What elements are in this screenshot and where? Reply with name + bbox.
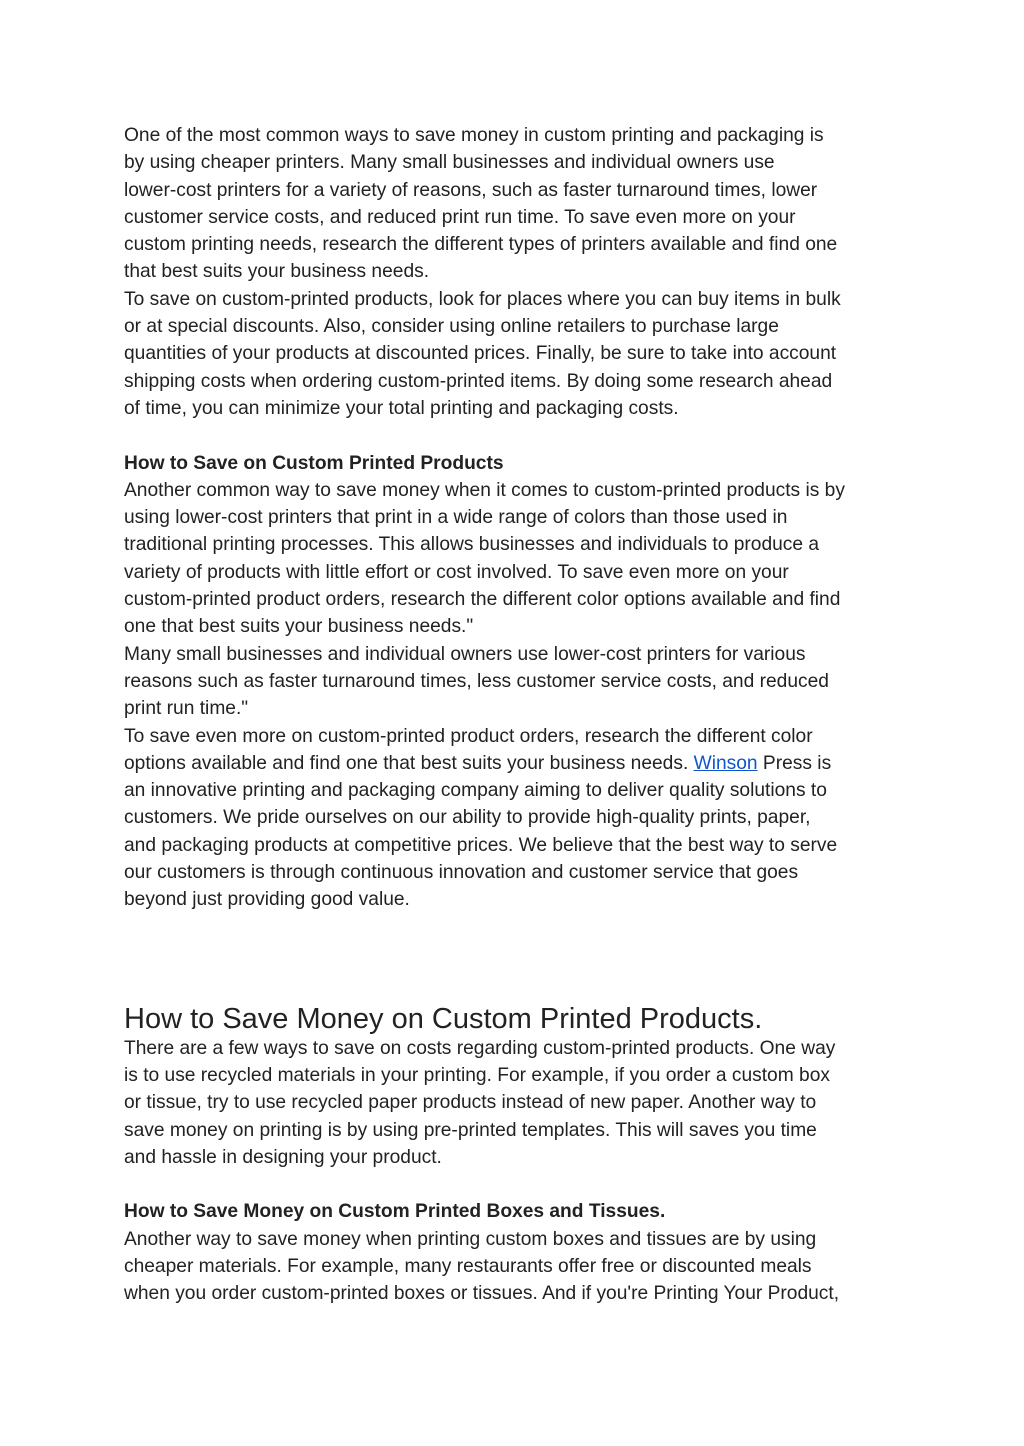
text-line: or at special discounts. Also, consider using online retailers to purchase large (124, 316, 779, 338)
text-line: by using cheaper printers. Many small businesses and individual owners use (124, 152, 775, 174)
text-line: custom-printed product orders, research the different color options available and find (124, 589, 841, 611)
text-line: and packaging products at competitive prices. We believe that the best way to serve (124, 834, 838, 856)
paragraph-2 (124, 286, 924, 422)
text-line: One of the most common ways to save money in custom printing and packaging is (124, 125, 824, 146)
spacer (124, 422, 924, 449)
text-line: using lower-cost printers that print in a wide range of colors than those used in (124, 507, 788, 529)
text-line: our customers is through continuous innovation and customer service that goes (124, 862, 799, 884)
spacer (124, 914, 924, 987)
section-heading: How to Save on Custom Printed Products (124, 452, 504, 474)
text-line: lower-cost printers for a variety of reasons, such as faster turnaround times, lower (124, 179, 818, 201)
text-line: To save on custom-printed products, look for places where you can buy items in bulk (124, 288, 841, 310)
text-line: an innovative printing and packaging company aiming to deliver quality solutions to (124, 780, 827, 802)
text-line: reasons such as faster turnaround times, less customer service costs, and reduced (124, 670, 829, 692)
text-line: cheaper materials. For example, many restaurants offer free or discounted meals (124, 1255, 812, 1277)
text-line-with-link (124, 750, 924, 777)
text-line: and hassle in designing your product. (124, 1146, 442, 1168)
text-line: or tissue, try to use recycled paper products instead of new paper. Another way to (124, 1092, 817, 1114)
text-line: when you order custom-printed boxes or tissues. And if you're Printing Your Product, (124, 1283, 840, 1305)
paragraph-5 (124, 723, 924, 914)
text-line: To save even more on custom-printed product orders, research the different color (124, 725, 813, 747)
text-line: that best suits your business needs. (124, 261, 430, 283)
text-segment: Press is (757, 752, 832, 774)
paragraph-1 (124, 122, 924, 286)
text-segment: options available and find one that best suits your business needs. (124, 752, 694, 774)
text-line: custom printing needs, research the different types of printers available and find one (124, 234, 838, 256)
winson-link[interactable]: Winson (693, 752, 758, 774)
paragraph-4 (124, 641, 924, 723)
paragraph-6 (124, 1035, 924, 1171)
text-line: Another common way to save money when it comes to custom-printed products is by (124, 479, 845, 501)
text-line: Many small businesses and individual owners use lower-cost printers for various (124, 643, 806, 665)
text-line: beyond just providing good value. (124, 889, 410, 911)
document-page (124, 122, 924, 1308)
text-line: quantities of your products at discounted prices. Finally, be sure to take into account (124, 343, 837, 365)
text-line: one that best suits your business needs." (124, 616, 474, 638)
text-line: There are a few ways to save on costs regarding custom-printed products. One way (124, 1037, 836, 1059)
text-line: Another way to save money when printing custom boxes and tissues are by using (124, 1228, 817, 1250)
text-line: print run time." (124, 698, 249, 720)
text-line: traditional printing processes. This allows businesses and individuals to produce a (124, 534, 820, 556)
text-line: of time, you can minimize your total printing and packaging costs. (124, 397, 679, 419)
text-line: customers. We pride ourselves on our ability to provide high-quality prints, paper, (124, 807, 811, 829)
section-heading: How to Save Money on Custom Printed Boxes and Tissues. (124, 1201, 666, 1223)
text-line: save money on printing is by using pre-printed templates. This will saves you time (124, 1119, 817, 1141)
text-line: customer service costs, and reduced print run time. To save even more on your (124, 206, 796, 228)
text-line: variety of products with little effort or cost involved. To save even more on your (124, 561, 789, 583)
spacer (124, 1171, 924, 1198)
paragraph-7 (124, 1226, 924, 1308)
paragraph-3 (124, 477, 924, 641)
text-line: is to use recycled materials in your printing. For example, if you order a custom box (124, 1064, 830, 1086)
page-heading: How to Save Money on Custom Printed Products. (124, 1002, 763, 1035)
text-line: shipping costs when ordering custom-printed items. By doing some research ahead (124, 370, 833, 392)
